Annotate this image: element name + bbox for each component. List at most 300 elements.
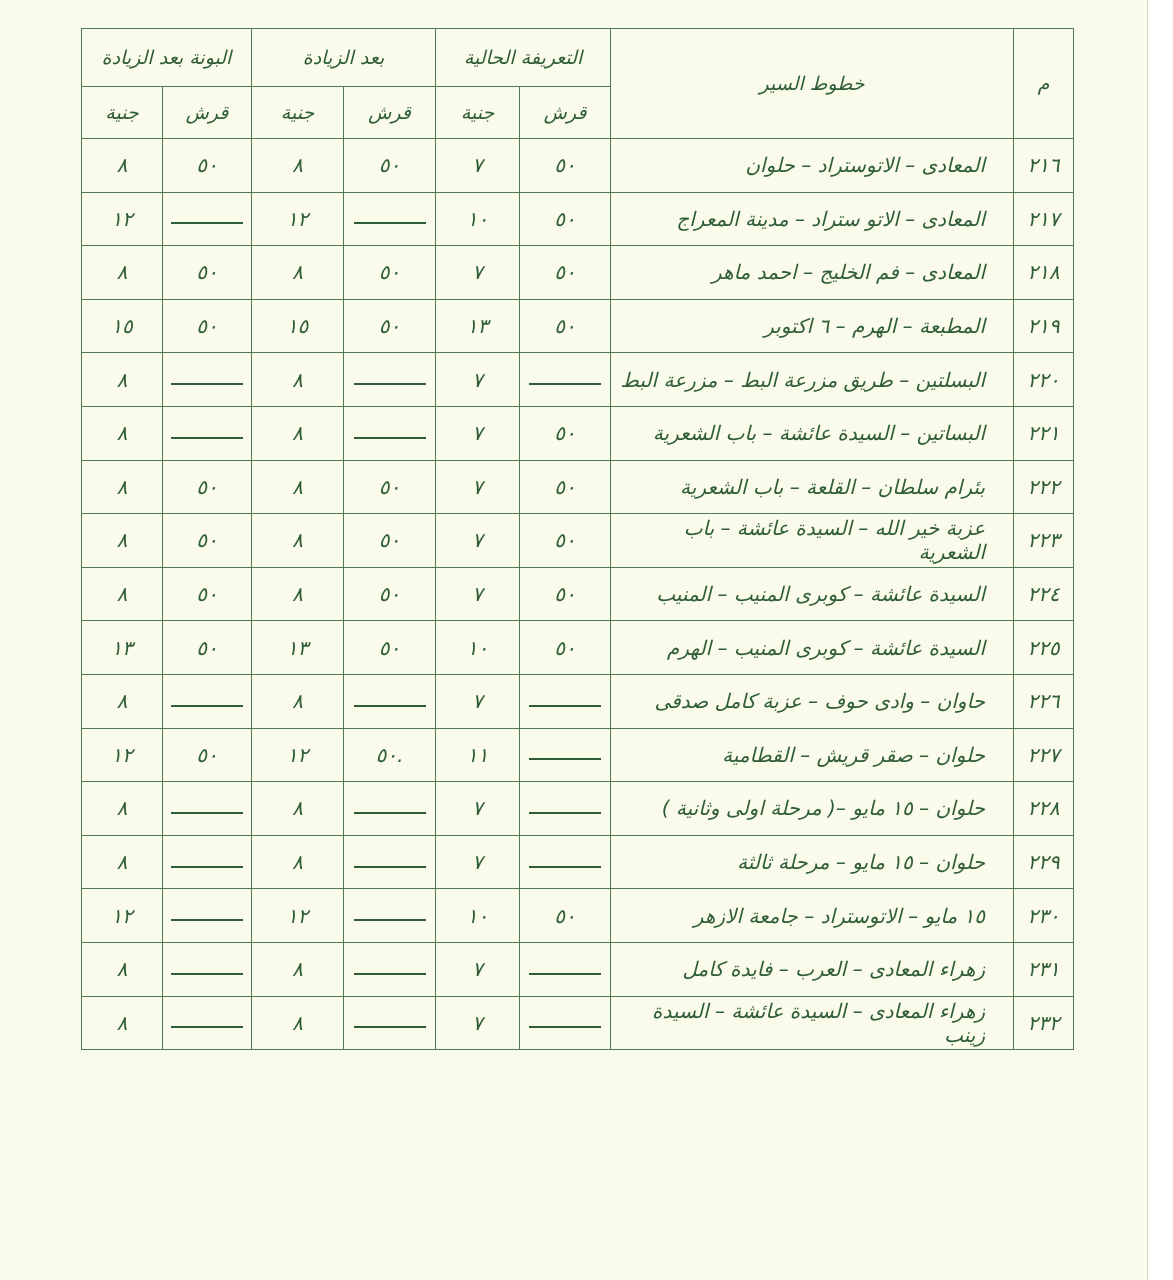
current-pound-cell bbox=[436, 192, 520, 246]
coupon-pound-cell bbox=[82, 835, 163, 889]
route-cell bbox=[611, 621, 1014, 675]
current-piaster-cell bbox=[520, 299, 611, 353]
after-pound-cell bbox=[252, 406, 344, 460]
index-cell bbox=[1014, 996, 1074, 1050]
current-pound-cell bbox=[436, 674, 520, 728]
empty-dash bbox=[354, 866, 426, 868]
header-index: م bbox=[1014, 29, 1074, 139]
coupon-piaster-cell bbox=[163, 192, 252, 246]
after-piaster-cell-value: ٥٠ bbox=[378, 314, 401, 339]
header-pound: جنية bbox=[252, 87, 344, 139]
after-pound-cell-value: ١٣ bbox=[286, 635, 309, 660]
after-piaster-cell-value: ٥٠. bbox=[375, 742, 404, 767]
current-pound-cell-value: ٧ bbox=[472, 421, 483, 446]
empty-dash bbox=[529, 383, 601, 385]
current-pound-cell-value: ٧ bbox=[472, 957, 483, 982]
table-row bbox=[82, 299, 1074, 353]
empty-dash bbox=[354, 812, 426, 814]
route-cell bbox=[611, 192, 1014, 246]
coupon-piaster-cell bbox=[163, 621, 252, 675]
coupon-pound-cell bbox=[82, 782, 163, 836]
empty-dash bbox=[171, 973, 243, 975]
current-pound-cell bbox=[436, 139, 520, 193]
coupon-pound-cell bbox=[82, 728, 163, 782]
route-cell bbox=[611, 299, 1014, 353]
after-pound-cell-value: ٨ bbox=[292, 689, 303, 714]
current-pound-cell-value: ٧ bbox=[472, 528, 483, 553]
after-pound-cell-value: ٨ bbox=[292, 1010, 303, 1035]
index-cell-value: ٢٢٥ bbox=[1027, 635, 1060, 660]
coupon-piaster-cell bbox=[163, 996, 252, 1050]
current-pound-cell-value: ٧ bbox=[472, 689, 483, 714]
after-pound-cell-value: ٨ bbox=[292, 153, 303, 178]
after-pound-cell-value: ١٢ bbox=[286, 742, 309, 767]
header-piaster: قرش bbox=[163, 87, 252, 139]
current-pound-cell-value: ٧ bbox=[472, 850, 483, 875]
after-piaster-cell-value: ٥٠ bbox=[378, 474, 401, 499]
coupon-pound-cell-value: ٨ bbox=[116, 582, 128, 607]
after-pound-cell bbox=[252, 835, 344, 889]
empty-dash bbox=[171, 705, 243, 707]
route-cell-value: السيدة عائشة – كوبرى المنيب – الهرم bbox=[666, 635, 986, 660]
current-pound-cell-value: ٧ bbox=[472, 796, 483, 821]
coupon-pound-cell bbox=[82, 406, 163, 460]
index-cell-value: ٢٢٤ bbox=[1027, 582, 1060, 607]
coupon-piaster-cell bbox=[163, 460, 252, 514]
empty-dash bbox=[529, 705, 601, 707]
after-piaster-cell bbox=[344, 674, 436, 728]
current-piaster-cell bbox=[520, 835, 611, 889]
table-row bbox=[82, 782, 1074, 836]
route-cell bbox=[611, 835, 1014, 889]
after-piaster-cell-value: ٥٠ bbox=[378, 635, 401, 660]
index-cell-value: ٢٣١ bbox=[1027, 957, 1060, 982]
after-piaster-cell bbox=[344, 835, 436, 889]
after-pound-cell bbox=[252, 246, 344, 300]
empty-dash bbox=[529, 866, 601, 868]
route-cell-value: البساتين – السيدة عائشة – باب الشعرية bbox=[652, 421, 986, 446]
empty-dash bbox=[529, 758, 601, 760]
index-cell-value: ٢٢٦ bbox=[1027, 689, 1060, 714]
route-cell-value: المعادى – الاتو ستراد – مدينة المعراج bbox=[676, 206, 986, 231]
page-edge-margin bbox=[1147, 0, 1173, 1280]
current-piaster-cell bbox=[520, 246, 611, 300]
route-cell-value: المطبعة – الهرم – ٦ اكتوبر bbox=[764, 314, 986, 339]
current-piaster-cell bbox=[520, 567, 611, 621]
route-cell-value: البسلتين – طريق مزرعة البط – مزرعة البط bbox=[620, 367, 986, 392]
route-cell-value: بئرام سلطان – القلعة – باب الشعرية bbox=[680, 474, 986, 499]
empty-dash bbox=[354, 919, 426, 921]
coupon-piaster-cell bbox=[163, 835, 252, 889]
after-pound-cell bbox=[252, 192, 344, 246]
index-cell-value: ٢١٧ bbox=[1027, 206, 1060, 231]
after-pound-cell bbox=[252, 621, 344, 675]
current-pound-cell-value: ١٣ bbox=[466, 314, 489, 339]
coupon-piaster-cell bbox=[163, 406, 252, 460]
current-piaster-cell-value: ٥٠ bbox=[554, 903, 576, 928]
empty-dash bbox=[354, 222, 426, 224]
header-after-increase: بعد الزيادة bbox=[252, 29, 436, 87]
after-pound-cell bbox=[252, 514, 344, 568]
after-pound-cell bbox=[252, 942, 344, 996]
index-cell bbox=[1014, 299, 1074, 353]
coupon-pound-cell bbox=[82, 139, 163, 193]
coupon-piaster-cell bbox=[163, 567, 252, 621]
empty-dash bbox=[354, 437, 426, 439]
index-cell bbox=[1014, 192, 1074, 246]
after-pound-cell-value: ٨ bbox=[292, 850, 303, 875]
after-piaster-cell-value: ٥٠ bbox=[378, 528, 401, 553]
index-cell-value: ٢١٦ bbox=[1027, 153, 1060, 178]
header-routes: خطوط السير bbox=[611, 29, 1014, 139]
coupon-piaster-cell bbox=[163, 514, 252, 568]
route-cell-value: حلوان – ١٥ مايو – مرحلة ثالثة bbox=[737, 850, 986, 875]
current-piaster-cell bbox=[520, 192, 611, 246]
coupon-pound-cell-value: ٨ bbox=[116, 528, 128, 553]
empty-dash bbox=[171, 866, 243, 868]
coupon-pound-cell-value: ١٣ bbox=[111, 635, 133, 660]
index-cell-value: ٢٢٢ bbox=[1027, 474, 1060, 499]
index-cell bbox=[1014, 460, 1074, 514]
empty-dash bbox=[354, 705, 426, 707]
route-cell bbox=[611, 460, 1014, 514]
index-cell bbox=[1014, 728, 1074, 782]
current-pound-cell bbox=[436, 942, 520, 996]
current-piaster-cell-value: ٥٠ bbox=[554, 528, 576, 553]
current-pound-cell bbox=[436, 406, 520, 460]
empty-dash bbox=[171, 383, 243, 385]
coupon-piaster-cell-value: ٥٠ bbox=[196, 260, 218, 285]
after-piaster-cell bbox=[344, 728, 436, 782]
after-piaster-cell bbox=[344, 889, 436, 943]
after-pound-cell-value: ٨ bbox=[292, 796, 303, 821]
table-row bbox=[82, 406, 1074, 460]
after-piaster-cell bbox=[344, 460, 436, 514]
index-cell-value: ٢٢٣ bbox=[1027, 528, 1060, 553]
empty-dash bbox=[529, 812, 601, 814]
header-pound: جنية bbox=[436, 87, 520, 139]
current-pound-cell bbox=[436, 996, 520, 1050]
after-piaster-cell-value: ٥٠ bbox=[378, 260, 401, 285]
index-cell bbox=[1014, 942, 1074, 996]
coupon-pound-cell-value: ٨ bbox=[116, 689, 128, 714]
route-cell-value: السيدة عائشة – كوبرى المنيب – المنيب bbox=[656, 582, 986, 607]
coupon-pound-cell-value: ٨ bbox=[116, 796, 128, 821]
empty-dash bbox=[171, 222, 243, 224]
header-pound: جنية bbox=[82, 87, 163, 139]
table-row bbox=[82, 942, 1074, 996]
index-cell-value: ٢٢١ bbox=[1027, 421, 1060, 446]
after-piaster-cell bbox=[344, 996, 436, 1050]
current-pound-cell bbox=[436, 621, 520, 675]
coupon-piaster-cell bbox=[163, 674, 252, 728]
coupon-pound-cell-value: ١٢ bbox=[111, 903, 133, 928]
index-cell bbox=[1014, 246, 1074, 300]
route-cell-value: زهراء المعادى – السيدة عائشة – السيدة زينب bbox=[652, 998, 986, 1047]
current-pound-cell-value: ١١ bbox=[466, 742, 489, 767]
coupon-pound-cell-value: ٨ bbox=[116, 153, 128, 178]
table-row bbox=[82, 246, 1074, 300]
coupon-pound-cell-value: ١٢ bbox=[111, 742, 133, 767]
coupon-pound-cell bbox=[82, 996, 163, 1050]
coupon-piaster-cell-value: ٥٠ bbox=[196, 635, 218, 660]
after-pound-cell-value: ١٢ bbox=[286, 903, 309, 928]
empty-dash bbox=[171, 1026, 243, 1028]
current-piaster-cell-value: ٥٠ bbox=[554, 582, 576, 607]
table-row bbox=[82, 889, 1074, 943]
current-pound-cell bbox=[436, 299, 520, 353]
route-cell-value: المعادى – الاتوستراد – حلوان bbox=[745, 153, 986, 178]
coupon-piaster-cell-value: ٥٠ bbox=[196, 582, 218, 607]
after-piaster-cell bbox=[344, 353, 436, 407]
coupon-pound-cell-value: ٨ bbox=[116, 474, 128, 499]
after-piaster-cell bbox=[344, 621, 436, 675]
empty-dash bbox=[529, 1026, 601, 1028]
after-pound-cell bbox=[252, 728, 344, 782]
index-cell-value: ٢٣٠ bbox=[1027, 903, 1060, 928]
after-pound-cell-value: ١٢ bbox=[286, 206, 309, 231]
index-cell-value: ٢٢٠ bbox=[1027, 367, 1060, 392]
current-piaster-cell-value: ٥٠ bbox=[554, 421, 576, 446]
current-pound-cell bbox=[436, 353, 520, 407]
coupon-pound-cell-value: ٨ bbox=[116, 421, 128, 446]
current-piaster-cell bbox=[520, 406, 611, 460]
coupon-pound-cell bbox=[82, 460, 163, 514]
table-row bbox=[82, 728, 1074, 782]
table-row bbox=[82, 674, 1074, 728]
current-pound-cell-value: ١٠ bbox=[466, 206, 489, 231]
after-piaster-cell bbox=[344, 514, 436, 568]
current-pound-cell bbox=[436, 889, 520, 943]
after-pound-cell-value: ٨ bbox=[292, 421, 303, 446]
empty-dash bbox=[354, 1026, 426, 1028]
current-pound-cell-value: ٧ bbox=[472, 367, 483, 392]
after-pound-cell bbox=[252, 460, 344, 514]
coupon-piaster-cell-value: ٥٠ bbox=[196, 153, 218, 178]
current-piaster-cell bbox=[520, 889, 611, 943]
route-cell bbox=[611, 139, 1014, 193]
route-cell bbox=[611, 406, 1014, 460]
after-pound-cell-value: ٨ bbox=[292, 474, 303, 499]
header-piaster: قرش bbox=[344, 87, 436, 139]
after-pound-cell bbox=[252, 353, 344, 407]
route-cell bbox=[611, 942, 1014, 996]
route-cell bbox=[611, 567, 1014, 621]
current-pound-cell-value: ٧ bbox=[472, 260, 483, 285]
coupon-pound-cell bbox=[82, 674, 163, 728]
coupon-pound-cell bbox=[82, 353, 163, 407]
current-piaster-cell bbox=[520, 460, 611, 514]
after-pound-cell-value: ٨ bbox=[292, 260, 303, 285]
current-pound-cell-value: ١٠ bbox=[466, 635, 489, 660]
current-pound-cell-value: ٧ bbox=[472, 582, 483, 607]
route-cell-value: ١٥ مايو – الاتوستراد – جامعة الازهر bbox=[693, 903, 986, 928]
coupon-pound-cell-value: ١٢ bbox=[111, 206, 133, 231]
current-piaster-cell bbox=[520, 728, 611, 782]
after-piaster-cell bbox=[344, 942, 436, 996]
table-row bbox=[82, 621, 1074, 675]
index-cell bbox=[1014, 835, 1074, 889]
current-piaster-cell-value: ٥٠ bbox=[554, 153, 576, 178]
route-cell-value: حاوان – وادى حوف – عزبة كامل صدقى bbox=[654, 689, 986, 714]
after-pound-cell bbox=[252, 782, 344, 836]
coupon-piaster-cell-value: ٥٠ bbox=[196, 528, 218, 553]
header-current-tariff: التعريفة الحالية bbox=[436, 29, 611, 87]
route-cell bbox=[611, 246, 1014, 300]
current-piaster-cell bbox=[520, 353, 611, 407]
current-pound-cell-value: ٧ bbox=[472, 474, 483, 499]
route-cell bbox=[611, 728, 1014, 782]
coupon-pound-cell-value: ٨ bbox=[116, 850, 128, 875]
coupon-pound-cell bbox=[82, 942, 163, 996]
current-piaster-cell-value: ٥٠ bbox=[554, 474, 576, 499]
current-pound-cell-value: ١٠ bbox=[466, 903, 489, 928]
coupon-piaster-cell bbox=[163, 728, 252, 782]
coupon-piaster-cell bbox=[163, 353, 252, 407]
coupon-pound-cell bbox=[82, 299, 163, 353]
after-pound-cell-value: ٨ bbox=[292, 367, 303, 392]
route-cell-value: حلوان – صقر قريش – القطامية bbox=[722, 742, 986, 767]
table-row bbox=[82, 514, 1074, 568]
current-piaster-cell-value: ٥٠ bbox=[554, 635, 576, 660]
fare-table-body bbox=[82, 139, 1074, 1050]
route-cell bbox=[611, 353, 1014, 407]
fare-table bbox=[81, 28, 1074, 1050]
current-piaster-cell bbox=[520, 674, 611, 728]
after-pound-cell-value: ٨ bbox=[292, 528, 303, 553]
after-pound-cell-value: ٨ bbox=[292, 957, 303, 982]
empty-dash bbox=[171, 919, 243, 921]
coupon-piaster-cell-value: ٥٠ bbox=[196, 742, 218, 767]
after-piaster-cell-value: ٥٠ bbox=[378, 153, 401, 178]
route-cell-value: حلوان – ١٥ مايو –( مرحلة اولى وثانية ) bbox=[661, 796, 986, 821]
after-pound-cell bbox=[252, 996, 344, 1050]
after-piaster-cell bbox=[344, 782, 436, 836]
index-cell-value: ٢٢٩ bbox=[1027, 850, 1060, 875]
coupon-pound-cell-value: ١٥ bbox=[111, 314, 133, 339]
coupon-piaster-cell bbox=[163, 889, 252, 943]
current-pound-cell bbox=[436, 567, 520, 621]
current-pound-cell bbox=[436, 246, 520, 300]
after-pound-cell bbox=[252, 299, 344, 353]
coupon-pound-cell bbox=[82, 621, 163, 675]
after-piaster-cell bbox=[344, 192, 436, 246]
current-pound-cell bbox=[436, 460, 520, 514]
after-piaster-cell bbox=[344, 246, 436, 300]
after-pound-cell bbox=[252, 139, 344, 193]
current-pound-cell bbox=[436, 728, 520, 782]
after-piaster-cell bbox=[344, 406, 436, 460]
coupon-pound-cell-value: ٨ bbox=[116, 1010, 128, 1035]
index-cell bbox=[1014, 782, 1074, 836]
route-cell bbox=[611, 996, 1014, 1050]
coupon-piaster-cell bbox=[163, 782, 252, 836]
current-piaster-cell bbox=[520, 514, 611, 568]
current-piaster-cell-value: ٥٠ bbox=[554, 260, 576, 285]
index-cell-value: ٢٣٢ bbox=[1027, 1010, 1060, 1035]
index-cell bbox=[1014, 353, 1074, 407]
index-cell bbox=[1014, 514, 1074, 568]
after-pound-cell bbox=[252, 567, 344, 621]
route-cell-value: المعادى – فم الخليج – احمد ماهر bbox=[712, 260, 986, 285]
index-cell bbox=[1014, 889, 1074, 943]
coupon-piaster-cell-value: ٥٠ bbox=[196, 314, 218, 339]
coupon-pound-cell bbox=[82, 567, 163, 621]
after-piaster-cell bbox=[344, 139, 436, 193]
after-piaster-cell bbox=[344, 567, 436, 621]
current-pound-cell bbox=[436, 514, 520, 568]
index-cell bbox=[1014, 621, 1074, 675]
index-cell-value: ٢٢٧ bbox=[1027, 742, 1060, 767]
current-piaster-cell bbox=[520, 996, 611, 1050]
empty-dash bbox=[171, 437, 243, 439]
route-cell bbox=[611, 514, 1014, 568]
table-row bbox=[82, 835, 1074, 889]
index-cell bbox=[1014, 406, 1074, 460]
current-pound-cell bbox=[436, 835, 520, 889]
after-pound-cell-value: ١٥ bbox=[286, 314, 309, 339]
empty-dash bbox=[354, 383, 426, 385]
coupon-pound-cell-value: ٨ bbox=[116, 260, 128, 285]
current-pound-cell-value: ٧ bbox=[472, 1010, 483, 1035]
index-cell-value: ٢١٩ bbox=[1027, 314, 1060, 339]
index-cell bbox=[1014, 567, 1074, 621]
coupon-piaster-cell bbox=[163, 299, 252, 353]
index-cell-value: ٢٢٨ bbox=[1027, 796, 1060, 821]
coupon-pound-cell-value: ٨ bbox=[116, 367, 128, 392]
after-pound-cell bbox=[252, 674, 344, 728]
table-row bbox=[82, 192, 1074, 246]
header-piaster: قرش bbox=[520, 87, 611, 139]
current-pound-cell-value: ٧ bbox=[472, 153, 483, 178]
table-row bbox=[82, 460, 1074, 514]
coupon-pound-cell bbox=[82, 192, 163, 246]
current-piaster-cell bbox=[520, 621, 611, 675]
header-coupon-after-increase: البونة بعد الزيادة bbox=[82, 29, 252, 87]
index-cell bbox=[1014, 139, 1074, 193]
header-group-row bbox=[82, 29, 1074, 87]
table-row bbox=[82, 567, 1074, 621]
table-row bbox=[82, 353, 1074, 407]
table-row bbox=[82, 996, 1074, 1050]
coupon-piaster-cell bbox=[163, 139, 252, 193]
current-pound-cell bbox=[436, 782, 520, 836]
table-row bbox=[82, 139, 1074, 193]
current-piaster-cell bbox=[520, 942, 611, 996]
route-cell bbox=[611, 889, 1014, 943]
route-cell bbox=[611, 674, 1014, 728]
coupon-piaster-cell bbox=[163, 942, 252, 996]
index-cell-value: ٢١٨ bbox=[1027, 260, 1060, 285]
current-piaster-cell bbox=[520, 782, 611, 836]
coupon-pound-cell bbox=[82, 889, 163, 943]
after-piaster-cell-value: ٥٠ bbox=[378, 582, 401, 607]
after-pound-cell bbox=[252, 889, 344, 943]
after-pound-cell-value: ٨ bbox=[292, 582, 303, 607]
current-piaster-cell-value: ٥٠ bbox=[554, 206, 576, 231]
current-piaster-cell-value: ٥٠ bbox=[554, 314, 576, 339]
coupon-pound-cell bbox=[82, 246, 163, 300]
empty-dash bbox=[529, 973, 601, 975]
current-piaster-cell bbox=[520, 139, 611, 193]
coupon-piaster-cell bbox=[163, 246, 252, 300]
empty-dash bbox=[354, 973, 426, 975]
index-cell bbox=[1014, 674, 1074, 728]
empty-dash bbox=[171, 812, 243, 814]
coupon-pound-cell-value: ٨ bbox=[116, 957, 128, 982]
after-piaster-cell bbox=[344, 299, 436, 353]
route-cell bbox=[611, 782, 1014, 836]
